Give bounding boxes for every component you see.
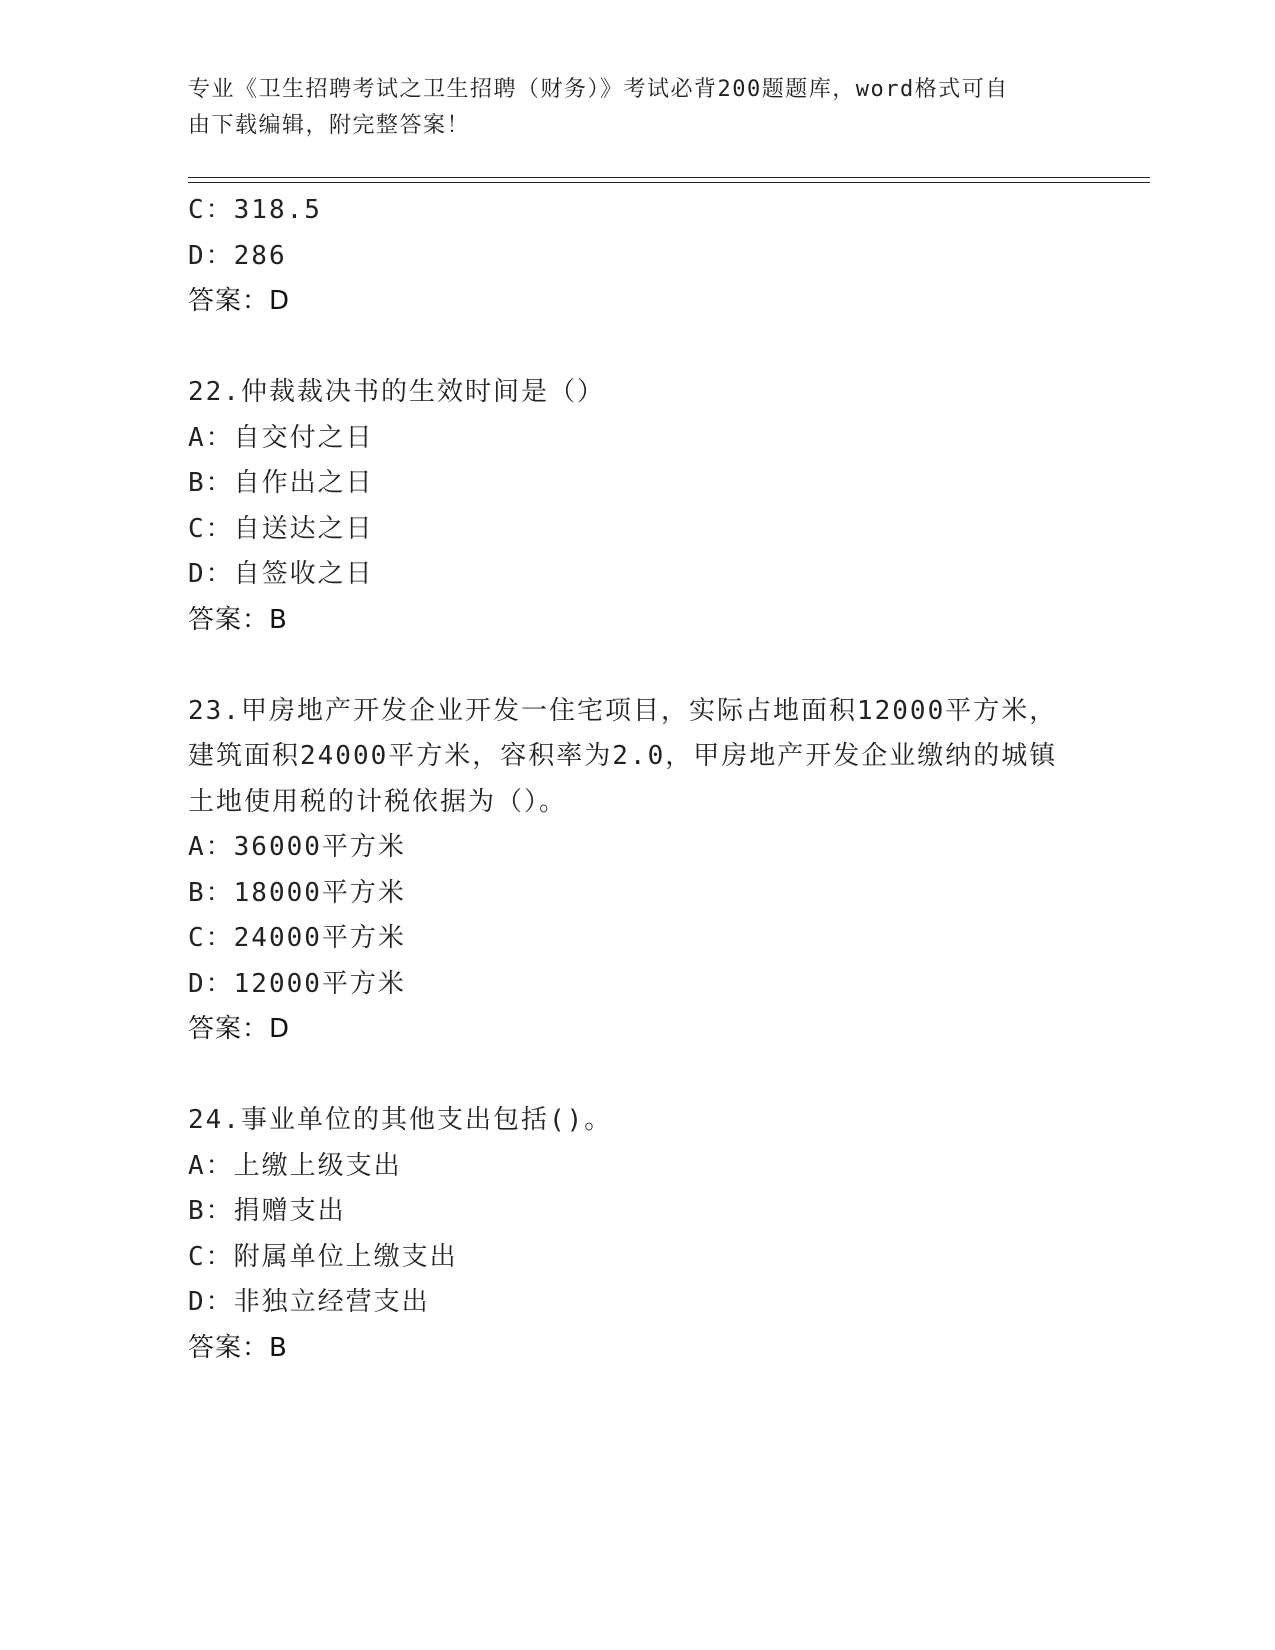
option-a: A：自交付之日 xyxy=(188,422,374,453)
question-24 xyxy=(188,1098,1118,1371)
header-divider-top xyxy=(188,177,1150,178)
spacer xyxy=(188,1053,1118,1099)
question-stem-continued: 建筑面积24000平方米，容积率为2.0，甲房地产开发企业缴纳的城镇 xyxy=(188,741,1058,771)
option-d: D：自签收之日 xyxy=(188,559,374,589)
option-b: B：自作出之日 xyxy=(188,468,374,498)
question-23 xyxy=(188,689,1118,1053)
question-stem: 24.事业单位的其他支出包括()。 xyxy=(188,1105,613,1135)
question-21-tail xyxy=(188,188,1118,325)
option-a: A：上缴上级支出 xyxy=(188,1150,402,1181)
answer-line: 答案：B xyxy=(188,604,288,635)
document-header xyxy=(188,72,1088,144)
option-d: D：12000平方米 xyxy=(188,968,406,999)
option-c: C：24000平方米 xyxy=(188,923,406,953)
question-stem: 22.仲裁裁决书的生效时间是（） xyxy=(188,377,605,407)
header-divider-bottom xyxy=(188,182,1150,183)
spacer xyxy=(188,643,1118,689)
option-c: C：附属单位上缴支出 xyxy=(188,1241,458,1272)
answer-line: 答案：D xyxy=(188,1014,291,1044)
option-b: B：捐赠支出 xyxy=(188,1196,346,1226)
spacer xyxy=(188,325,1118,371)
header-line-1: 专业《卫生招聘考试之卫生招聘（财务）》考试必背200题题库，word格式可自 xyxy=(188,77,1009,102)
answer-line: 答案：B xyxy=(188,1332,288,1363)
header-line-2: 由下载编辑，附完整答案！ xyxy=(188,113,471,138)
option-d: D：286 xyxy=(188,240,287,271)
answer-line: 答案：D xyxy=(188,286,291,316)
option-c: C：自送达之日 xyxy=(188,513,374,544)
question-22 xyxy=(188,370,1118,643)
option-c: C：318.5 xyxy=(188,195,322,225)
question-stem: 23.甲房地产开发企业开发一住宅项目，实际占地面积12000平方米， xyxy=(188,695,1058,726)
option-a: A：36000平方米 xyxy=(188,832,406,862)
option-b: B：18000平方米 xyxy=(188,877,406,908)
question-content xyxy=(188,188,1118,1371)
option-d: D：非独立经营支出 xyxy=(188,1287,430,1317)
question-stem-continued: 土地使用税的计税依据为（）。 xyxy=(188,786,568,817)
